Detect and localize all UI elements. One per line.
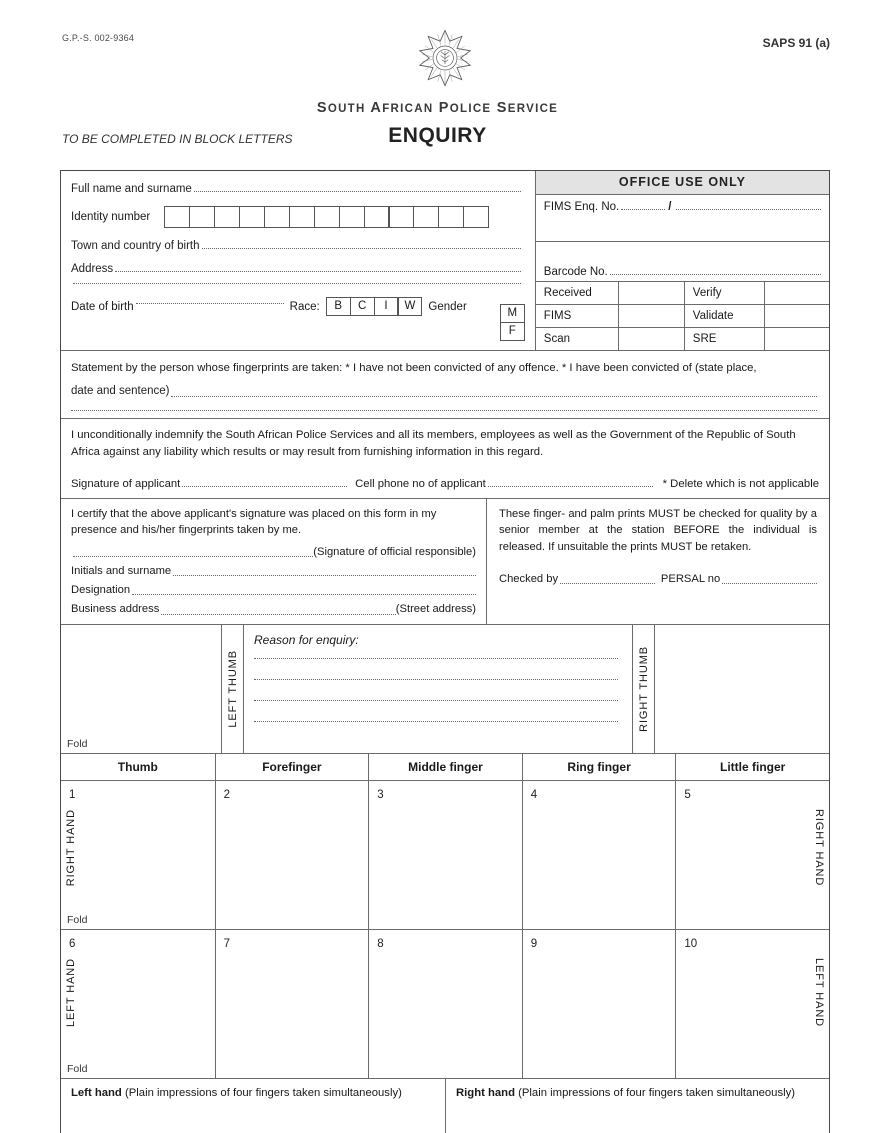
fims-enq-field[interactable] [536, 195, 829, 242]
dob-race-gender-row [71, 297, 521, 316]
race-label: Race: [289, 300, 320, 313]
office-label-sre: SRE [684, 328, 764, 350]
print-number: 3 [377, 788, 384, 801]
print-number: 6 [69, 937, 76, 950]
left-hand-plain-note: (Plain impressions of four fingers taken simultaneously) [121, 1086, 402, 1099]
certify-right-block [486, 499, 829, 623]
id-digit-box[interactable] [214, 206, 240, 228]
fingerprint-column-headers [61, 753, 829, 780]
id-digit-box[interactable] [364, 206, 390, 228]
race-option-c[interactable]: C [350, 297, 375, 316]
right-hand-plain-title: Right hand [456, 1086, 515, 1099]
print-number: 2 [223, 788, 230, 801]
initials-surname-input[interactable] [173, 575, 476, 576]
right-hand-plain-impression-area[interactable] [445, 1079, 829, 1133]
reason-input-line[interactable] [254, 679, 618, 680]
date-of-birth-label: Date of birth [71, 300, 134, 313]
print-number: 7 [223, 937, 230, 950]
saps-star-emblem-icon [415, 28, 475, 88]
statement-input-line1[interactable] [171, 396, 817, 397]
id-digit-box[interactable] [339, 206, 365, 228]
column-header-thumb: Thumb [117, 759, 158, 774]
initials-surname-label: Initials and surname [71, 564, 172, 577]
id-digit-box[interactable] [438, 206, 464, 228]
address-field[interactable] [71, 263, 521, 275]
print-number: 10 [684, 937, 698, 950]
id-digit-box[interactable] [239, 206, 265, 228]
print-number: 8 [377, 937, 384, 950]
print-cell-4[interactable] [522, 781, 676, 929]
id-digit-box[interactable] [264, 206, 290, 228]
office-grid-row [536, 328, 829, 350]
left-hand-label-left: LEFT HAND [65, 957, 77, 1027]
full-name-field[interactable] [71, 183, 521, 195]
initials-surname-field[interactable] [71, 563, 476, 579]
barcode-field[interactable] [536, 242, 829, 282]
official-signature-input[interactable] [73, 556, 313, 557]
office-use-title: OFFICE USE ONLY [536, 171, 829, 195]
checked-by-field[interactable] [499, 571, 817, 587]
gender-label: Gender [428, 300, 467, 313]
right-thumb-label: RIGHT THUMB [637, 645, 650, 732]
office-grid-row [536, 282, 829, 305]
column-header-little-finger: Little finger [675, 754, 829, 780]
reason-input-line[interactable] [254, 700, 618, 701]
quality-check-notice: These finger- and palm prints MUST be checked for quality by a senior member at the station BEFORE the individual is released. If unsuitable the prints MUST be retaken. [499, 508, 817, 553]
identity-number-field[interactable] [71, 206, 521, 228]
race-option-i[interactable]: I [374, 297, 399, 316]
checked-by-label: Checked by [499, 572, 559, 585]
office-value-received[interactable] [618, 282, 684, 304]
office-grid-row [536, 305, 829, 328]
full-name-label: Full name and surname [71, 183, 192, 195]
print-number: 5 [684, 788, 691, 801]
full-name-input[interactable] [194, 191, 521, 192]
left-thumb-label: LEFT THUMB [226, 649, 239, 728]
print-cell-7[interactable] [215, 930, 369, 1078]
column-header-forefinger: Forefinger [215, 754, 369, 780]
right-thumb-print-area[interactable] [654, 625, 829, 753]
address-label: Address [71, 263, 114, 275]
identity-number-label: Identity number [71, 211, 151, 223]
applicant-signature-input[interactable] [182, 486, 347, 487]
applicant-signature-row [61, 469, 829, 498]
business-address-field[interactable] [71, 601, 476, 617]
print-cell-8[interactable] [368, 930, 522, 1078]
gender-options[interactable] [500, 304, 525, 341]
race-option-w[interactable]: W [397, 297, 422, 316]
indemnity-block [61, 418, 829, 469]
persal-input[interactable] [722, 583, 817, 584]
cellphone-label: Cell phone no of applicant [355, 478, 486, 491]
race-option-b[interactable]: B [326, 297, 351, 316]
right-thumb-label-cell [632, 625, 654, 753]
official-signature-field[interactable] [71, 544, 476, 560]
fims-enq-input-a[interactable] [621, 209, 665, 210]
print-cell-3[interactable] [368, 781, 522, 929]
certify-statement: I certify that the above applicant's signature was placed on this form in my presence and his/her fingerprints taken by me. [71, 508, 437, 537]
right-hand-print-row [61, 780, 829, 929]
certify-left-block [61, 499, 486, 623]
fims-enq-input-b[interactable] [676, 209, 821, 210]
left-thumb-label-cell [221, 625, 243, 753]
print-number: 4 [530, 788, 538, 801]
designation-input[interactable] [132, 594, 476, 595]
print-number: 9 [530, 937, 538, 950]
block-letters-instruction: TO BE COMPLETED IN BLOCK LETTERS [62, 132, 293, 146]
reason-for-enquiry-block [243, 625, 632, 753]
gps-form-code: G.P.-S. 002-9364 [62, 33, 135, 43]
town-country-input[interactable] [202, 248, 521, 249]
left-thumb-print-area[interactable] [61, 625, 221, 753]
print-cell-2[interactable] [215, 781, 369, 929]
id-digit-box[interactable] [314, 206, 340, 228]
thumbprints-reason-row [61, 624, 829, 753]
print-cell-1[interactable] [61, 781, 215, 929]
print-number: 1 [69, 788, 76, 801]
page-title: ENQUIRY [388, 124, 487, 147]
statement-input-line2[interactable] [71, 409, 817, 411]
office-value-verify[interactable] [764, 282, 829, 304]
checked-by-input[interactable] [560, 583, 655, 584]
applicant-signature-label: Signature of applicant [71, 478, 181, 491]
address-input-line2[interactable] [73, 283, 521, 284]
street-address-note: (Street address) [395, 603, 476, 616]
plain-impressions-row [61, 1078, 829, 1133]
gender-option-m[interactable]: M [500, 304, 525, 323]
business-address-label: Business address [71, 603, 160, 616]
office-value-validate[interactable] [764, 305, 829, 327]
print-cell-5[interactable] [675, 781, 829, 929]
official-signature-note: (Signature of official responsible) [313, 545, 476, 558]
id-digit-box[interactable] [164, 206, 190, 228]
reason-label: Reason for enquiry: [254, 632, 359, 647]
town-country-field[interactable] [71, 240, 521, 252]
designation-label: Designation [71, 584, 131, 597]
left-hand-label-right: LEFT HAND [812, 957, 825, 1027]
address-input[interactable] [115, 271, 521, 272]
office-label-fims: FIMS [543, 310, 572, 322]
statement-block [61, 350, 829, 418]
identity-and-office-row [61, 171, 829, 350]
column-header-middle-finger: Middle finger [368, 754, 522, 780]
fims-enq-label: FIMS Enq. No. [543, 201, 620, 213]
reason-input-line[interactable] [254, 658, 618, 659]
certification-row [61, 498, 829, 623]
right-hand-plain-note: (Plain impressions of four fingers taken simultaneously) [514, 1086, 796, 1099]
office-label-validate: Validate [684, 305, 764, 327]
indemnity-text: I unconditionally indemnify the South African Police Services and all its members, employees as well as the Government of the Republic of South Africa against any liability which results or may result from furnishing information in this regard. [71, 429, 796, 459]
date-of-birth-input[interactable] [136, 303, 284, 304]
barcode-input[interactable] [610, 274, 821, 275]
office-value-scan[interactable] [618, 328, 684, 350]
id-digit-box[interactable] [189, 206, 215, 228]
statement-continuation[interactable] [71, 383, 817, 401]
identity-number-boxes[interactable] [164, 206, 489, 228]
office-label-received: Received [543, 287, 592, 299]
id-digit-box[interactable] [289, 206, 315, 228]
print-cell-10[interactable] [675, 930, 829, 1078]
office-value-sre[interactable] [764, 328, 829, 350]
address-second-line[interactable] [71, 286, 521, 287]
left-hand-print-row [61, 929, 829, 1078]
saps-form-code: SAPS 91 (a) [762, 36, 830, 50]
left-hand-plain-title: Left hand [71, 1086, 122, 1099]
id-digit-box[interactable] [388, 206, 414, 228]
office-use-block [535, 171, 829, 350]
right-hand-label-left: RIGHT HAND [65, 808, 77, 886]
town-country-label: Town and country of birth [71, 240, 200, 252]
id-digit-box[interactable] [413, 206, 439, 228]
print-cell-6[interactable] [61, 930, 215, 1078]
business-address-input[interactable] [161, 614, 395, 615]
fold-marker: Fold [67, 737, 88, 750]
persal-label: PERSAL no [660, 572, 721, 585]
barcode-label: Barcode No. [543, 266, 608, 278]
statement-continuation-label: date and sentence) [71, 384, 170, 397]
right-hand-label-right: RIGHT HAND [812, 808, 825, 886]
office-value-fims[interactable] [618, 305, 684, 327]
fims-slash: / [668, 201, 672, 213]
cellphone-input[interactable] [488, 486, 653, 487]
gender-option-f[interactable]: F [500, 322, 525, 341]
office-label-scan: Scan [543, 333, 571, 345]
fold-marker: Fold [67, 913, 88, 926]
print-cell-9[interactable] [522, 930, 676, 1078]
fold-marker: Fold [67, 1062, 88, 1075]
left-hand-plain-impression-area[interactable] [61, 1079, 445, 1133]
delete-note: * Delete which is not applicable [662, 478, 820, 491]
id-digit-box[interactable] [463, 206, 489, 228]
column-header-ring-finger: Ring finger [522, 754, 676, 780]
personal-details-block [61, 171, 535, 350]
reason-input-line[interactable] [254, 721, 618, 722]
office-label-verify: Verify [684, 282, 764, 304]
race-options[interactable] [326, 297, 423, 316]
statement-text: Statement by the person whose fingerprints are taken: * I have not been convicted of any offence. * I have been convicted of (state place, [71, 362, 757, 374]
form-frame [60, 170, 830, 1133]
designation-field[interactable] [71, 582, 476, 598]
organisation-name: SOUTH AFRICAN POLICE SERVICE [316, 100, 559, 116]
